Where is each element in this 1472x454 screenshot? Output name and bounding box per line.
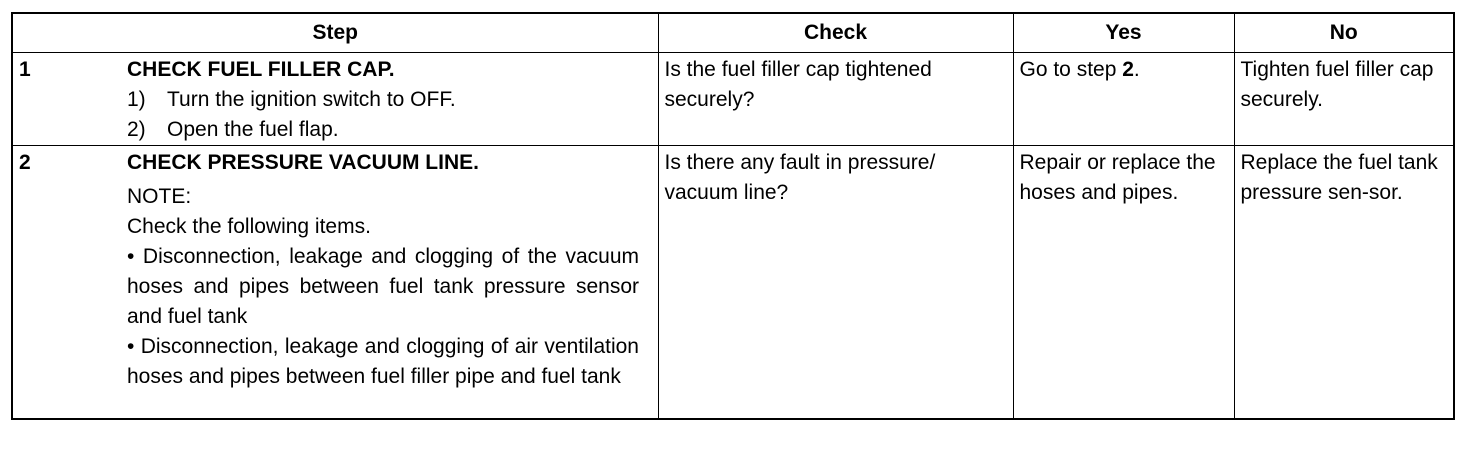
check-cell: Is there any fault in pressure/ vacuum line? — [658, 146, 1013, 420]
header-check: Check — [658, 13, 1013, 53]
header-yes: Yes — [1013, 13, 1234, 53]
note-bullet: • Disconnection, leakage and clogging of the vacuum hoses and pipes between fuel tank pressure sensor and fuel tank — [127, 245, 639, 328]
step-number: 2 — [19, 151, 31, 174]
yes-prefix: Go to step — [1019, 58, 1123, 81]
no-cell: Replace the fuel tank pressure sen-sor. — [1234, 146, 1454, 420]
substep-number: 2) — [127, 118, 146, 141]
diagnostic-table — [11, 12, 1455, 420]
yes-suffix: . — [1133, 58, 1140, 81]
note-bullet: • Disconnection, leakage and clogging of air ventilation hoses and pipes between fuel filler pipe and fuel tank — [127, 335, 639, 388]
header-row — [12, 13, 1454, 53]
note-label: NOTE: — [127, 185, 192, 208]
substep — [127, 115, 639, 145]
substep-number: 1) — [127, 88, 146, 111]
check-cell: Is the fuel filler cap tightened securely? — [658, 53, 1013, 146]
yes-step-ref: 2 — [1122, 58, 1134, 81]
substep-text: Open the fuel flap. — [167, 118, 339, 141]
no-cell: Tighten fuel filler cap securely. — [1234, 53, 1454, 146]
header-step: Step — [12, 13, 658, 53]
yes-cell — [1013, 53, 1234, 146]
step-title: CHECK PRESSURE VACUUM LINE. — [127, 151, 479, 174]
step-number: 1 — [19, 58, 31, 81]
note-intro: Check the following items. — [127, 215, 371, 238]
step-title: CHECK FUEL FILLER CAP. — [127, 58, 395, 81]
table-row — [12, 146, 1454, 420]
substep-text: Turn the ignition switch to OFF. — [167, 88, 456, 111]
step-body — [127, 148, 639, 392]
yes-cell: Repair or replace the hoses and pipes. — [1013, 146, 1234, 420]
step-cell — [12, 53, 658, 146]
step-cell — [12, 146, 658, 420]
header-no: No — [1234, 13, 1454, 53]
step-body — [127, 55, 639, 145]
table-row — [12, 53, 1454, 146]
substep — [127, 85, 639, 115]
